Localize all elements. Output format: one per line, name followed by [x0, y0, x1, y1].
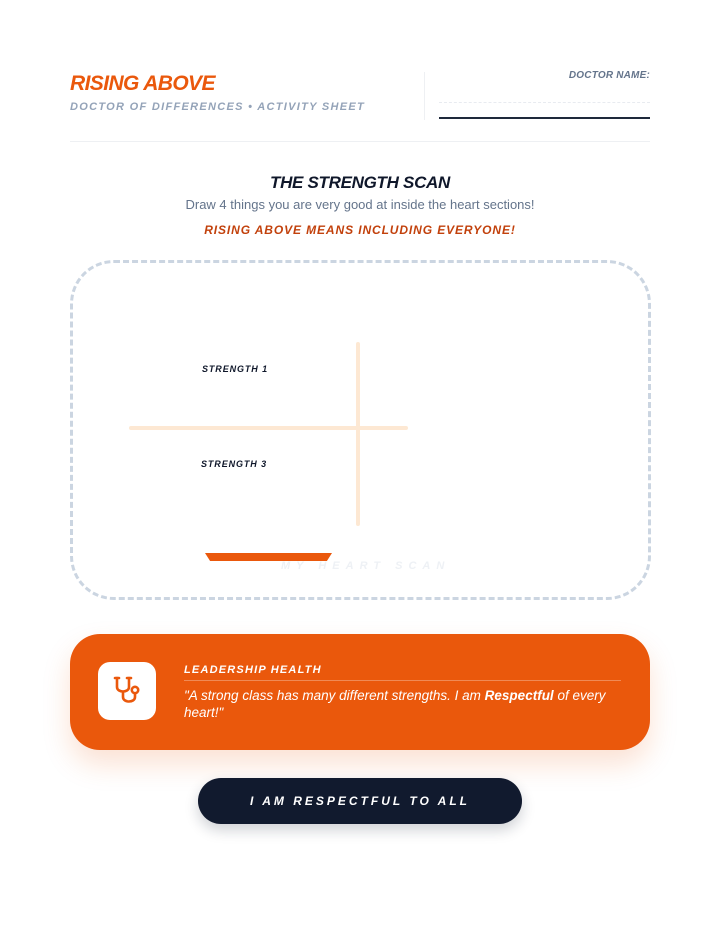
- brand-subtitle: DOCTOR OF DIFFERENCES • ACTIVITY SHEET: [70, 101, 366, 113]
- heart-divider-vertical: [356, 342, 360, 526]
- scan-title: THE STRENGTH SCAN: [269, 173, 451, 192]
- strength-3-label: STRENGTH 3: [201, 459, 268, 469]
- heart-scan-area[interactable]: [70, 260, 651, 600]
- doctor-name-line[interactable]: [439, 117, 650, 119]
- leadership-quote: [184, 687, 614, 721]
- leadership-health-card: [70, 634, 650, 750]
- quote-text-start: "A strong class has many different strengths. I am: [184, 688, 485, 703]
- pledge-button[interactable]: I AM RESPECTFUL TO ALL: [198, 778, 522, 824]
- brand-title: RISING ABOVE: [70, 72, 215, 95]
- doctor-name-label: DOCTOR NAME:: [568, 70, 650, 81]
- doctor-name-guide: [439, 102, 650, 103]
- quote-text-end: of every heart!": [184, 688, 606, 720]
- heart-divider-horizontal: [129, 426, 408, 430]
- scan-instructions: Draw 4 things you are very good at inside the heart sections!: [185, 197, 535, 212]
- heart-scan-caption: MY HEART SCAN: [281, 560, 451, 572]
- scan-motto: RISING ABOVE MEANS INCLUDING EVERYONE!: [204, 223, 516, 237]
- worksheet-header: [70, 70, 650, 142]
- stethoscope-icon: [98, 662, 156, 720]
- leadership-health-title: LEADERSHIP HEALTH: [184, 664, 322, 676]
- health-title-rule: [184, 680, 621, 681]
- strength-1-label: STRENGTH 1: [202, 364, 269, 374]
- header-divider: [424, 72, 425, 120]
- quote-highlight: Respectful: [484, 688, 554, 703]
